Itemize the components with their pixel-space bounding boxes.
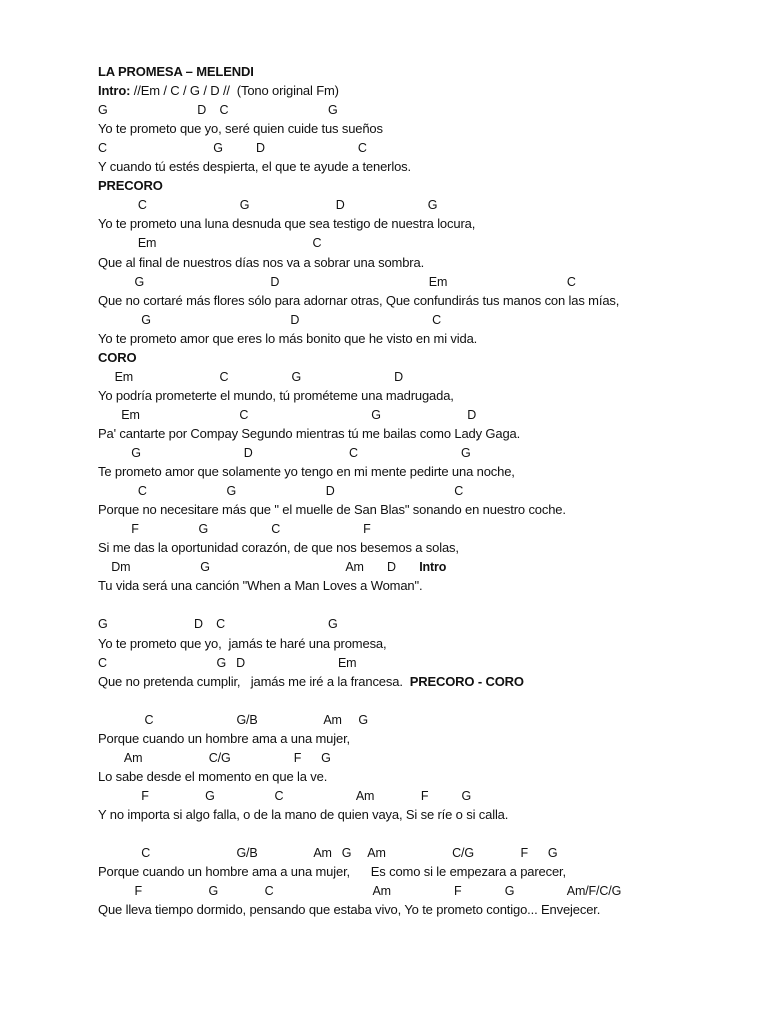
lyric-line: Yo te prometo que yo, seré quien cuide tus sueños bbox=[98, 121, 383, 137]
chord-line: Em C G D bbox=[98, 407, 477, 422]
text-run: Dm G Am D bbox=[98, 560, 420, 575]
lyric-line: Y cuando tú estés despierta, el que te ayude a tenerlos. bbox=[98, 159, 411, 175]
chord-line: Em C G D bbox=[98, 369, 403, 384]
lyric-line bbox=[98, 674, 524, 690]
chord-line: C G/B Am G Am C/G F G bbox=[98, 846, 558, 861]
lyric-line: Yo te prometo amor que eres lo más bonito que he visto en mi vida. bbox=[98, 330, 478, 346]
lyric-line: Tu vida será una canción "When a Man Loves a Woman". bbox=[98, 578, 423, 594]
chord-line: C G D C bbox=[98, 484, 464, 499]
lyric-line: Lo sabe desde el momento en que la ve. bbox=[98, 768, 328, 784]
chord-line: Am C/G F G bbox=[98, 750, 331, 765]
chord-line: G D C G bbox=[98, 617, 338, 632]
chord-line: C G D Em bbox=[98, 655, 357, 670]
chord-line: G D C bbox=[98, 312, 442, 327]
chord-line: C G D G bbox=[98, 198, 438, 213]
chord-line: C G D C bbox=[98, 141, 367, 156]
lyric-line: Yo podría prometerte el mundo, tú prométeme una madrugada, bbox=[98, 387, 454, 403]
lyric-line: Pa' cantarte por Compay Segundo mientras tú me bailas como Lady Gaga. bbox=[98, 425, 521, 441]
bold-label: PRECORO - CORO bbox=[409, 673, 524, 689]
lyric-line: Y no importa si algo falla, o de la mano de quien vaya, Si se ríe o si calla. bbox=[98, 806, 509, 822]
lyric-line: Porque cuando un hombre ama a una mujer, bbox=[98, 730, 351, 746]
chord-line: G D C G bbox=[98, 103, 338, 118]
text-run: //Em / C / G / D // (Tono original Fm) bbox=[130, 83, 339, 99]
lyric-line: Porque no necesitare más que " el muelle de San Blas" sonando en nuestro coche. bbox=[98, 502, 566, 518]
chord-line: Em C bbox=[98, 236, 322, 251]
bold-label: Intro: bbox=[98, 83, 131, 99]
lyric-line: Yo te prometo que yo, jamás te haré una promesa, bbox=[98, 635, 387, 651]
chord-line: G D Em C bbox=[98, 274, 576, 289]
lyric-line: Que al final de nuestros días nos va a sobrar una sombra. bbox=[98, 254, 425, 270]
chord-line: F G C F bbox=[98, 522, 371, 537]
chord-line: F G C Am F G Am/F/C/G bbox=[98, 884, 622, 899]
lyric-line: Porque cuando un hombre ama a una mujer, Es como si le empezara a parecer, bbox=[98, 864, 566, 880]
lyric-line: Si me das la oportunidad corazón, de que nos besemos a solas, bbox=[98, 540, 459, 556]
lyric-line: Que lleva tiempo dormido, pensando que estaba vivo, Yo te prometo contigo... Envejecer. bbox=[98, 902, 601, 918]
lyric-line: Que no cortaré más flores sólo para adornar otras, Que confundirás tus manos con las mías, bbox=[98, 292, 620, 308]
chord-line: F G C Am F G bbox=[98, 788, 472, 803]
section-heading: CORO bbox=[98, 349, 137, 365]
section-heading: PRECORO bbox=[98, 178, 163, 194]
chord-line bbox=[98, 559, 446, 575]
chord-line: G D C G bbox=[98, 446, 471, 460]
lyric-line: Te prometo amor que solamente yo tengo en mi mente pedirte una noche, bbox=[98, 464, 515, 480]
text-run: Que no pretenda cumplir, jamás me iré a la francesa. bbox=[98, 673, 410, 689]
chord-line: C G/B Am G bbox=[98, 712, 368, 727]
lyric-line: Yo te prometo una luna desnuda que sea testigo de nuestra locura, bbox=[98, 216, 476, 232]
song-title: LA PROMESA – MELENDI bbox=[98, 64, 254, 79]
bold-label: Intro bbox=[419, 560, 447, 575]
lyric-line bbox=[98, 83, 339, 99]
